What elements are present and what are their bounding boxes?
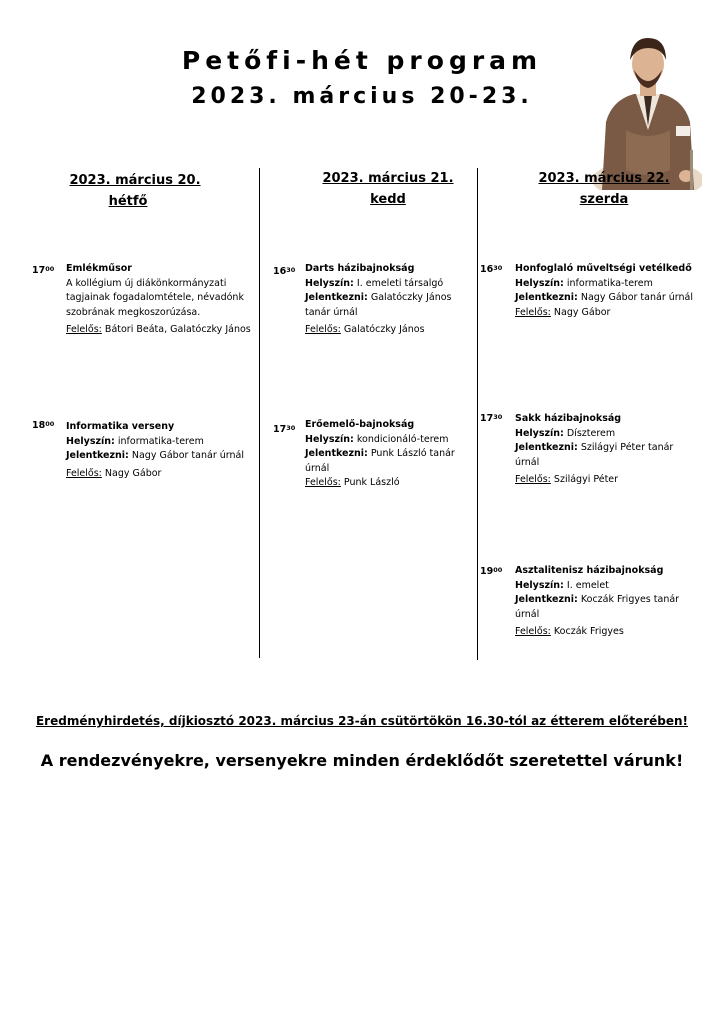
event-name: Sakk házibajnokság [515,413,622,424]
event-name: Erőemelő-bajnokság [305,419,415,430]
column-divider [477,168,478,660]
event-name: Honfoglaló műveltségi vetélkedő [515,263,692,274]
event-responsible: Felelős: Nagy Gábor [66,467,162,479]
event-time: $18^{00}$ [32,420,55,431]
page-subtitle-dates: 2023. március 20-23. [191,84,533,109]
results-announcement: Eredményhirdetés, díjkiosztó 2023. március 23-án csütörtökön 16.30-tól az étterem előterében! [35,714,689,728]
event-description: A kollégium új diákönkormányzati tagjainak fogadalomtétele, névadónk szobrának megkoszorúzása. [66,277,244,318]
day-date: 2023. március 21. [322,171,454,186]
event-location: Helyszín: I. emelet [515,579,609,591]
event-location: Helyszín: I. emeleti társalgó [305,277,444,289]
event-time: $17^{00}$ [32,265,55,276]
event-location: Helyszín: Díszterem [515,427,616,439]
event-darts [305,262,460,338]
event-responsible: Felelős: Galatóczky János [305,324,425,335]
event-apply: Jelentkezni: Nagy Gábor tanár úrnál [515,292,693,303]
event-location: Helyszín: informatika-terem [515,277,653,289]
event-time: $16^{30}$ [273,266,296,277]
event-apply: Jelentkezni: Szilágyi Péter tanár úrnál [515,442,674,468]
event-time: $19^{00}$ [480,566,503,577]
event-time: $16^{30}$ [480,264,503,275]
welcome-message: A rendezvényekre, versenyekre minden érdeklődőt szeretettel várunk! [40,751,684,770]
page-title: Petőfi-hét program [181,46,543,75]
day-weekday: kedd [370,192,406,207]
event-name: Asztalitenisz házibajnokság [515,565,664,576]
event-commemoration [66,262,258,338]
event-apply: Jelentkezni: Galatóczky János tanár úrnál [305,292,452,318]
event-it-competition [66,420,256,481]
day-weekday: szerda [579,192,629,207]
event-name: Emlékműsor [66,263,132,274]
event-table-tennis [515,564,685,640]
event-responsible: Felelős: Bátori Beáta, Galatóczky János [66,324,251,335]
event-responsible: Felelős: Nagy Gábor [515,306,611,318]
day-header-tuesday [298,168,478,210]
day-header-wednesday [514,168,694,210]
event-honfoglalo-quiz [515,262,700,320]
petofi-portrait-image [586,30,702,190]
event-powerlifting [305,418,460,491]
column-divider [259,168,260,658]
day-date: 2023. március 22. [538,171,670,186]
day-weekday: hétfő [108,194,148,209]
event-responsible: Felelős: Punk László [305,477,400,488]
event-location: Helyszín: kondicionáló-terem [305,433,449,445]
event-name: Informatika verseny [66,421,175,432]
day-header-monday [45,170,225,212]
event-time: $17^{30}$ [273,424,296,435]
event-apply: Jelentkezni: Nagy Gábor tanár úrnál [66,450,244,461]
event-name: Darts házibajnokság [305,263,415,274]
event-chess [515,412,685,488]
event-time: $17^{30}$ [480,413,503,424]
day-date: 2023. március 20. [69,173,201,188]
event-responsible: Felelős: Koczák Frigyes [515,626,624,637]
event-apply: Jelentkezni: Koczák Frigyes tanár úrnál [515,594,680,620]
event-apply: Jelentkezni: Punk László tanár úrnál [305,448,455,474]
event-location: Helyszín: informatika-terem [66,435,204,447]
event-responsible: Felelős: Szilágyi Péter [515,474,619,485]
